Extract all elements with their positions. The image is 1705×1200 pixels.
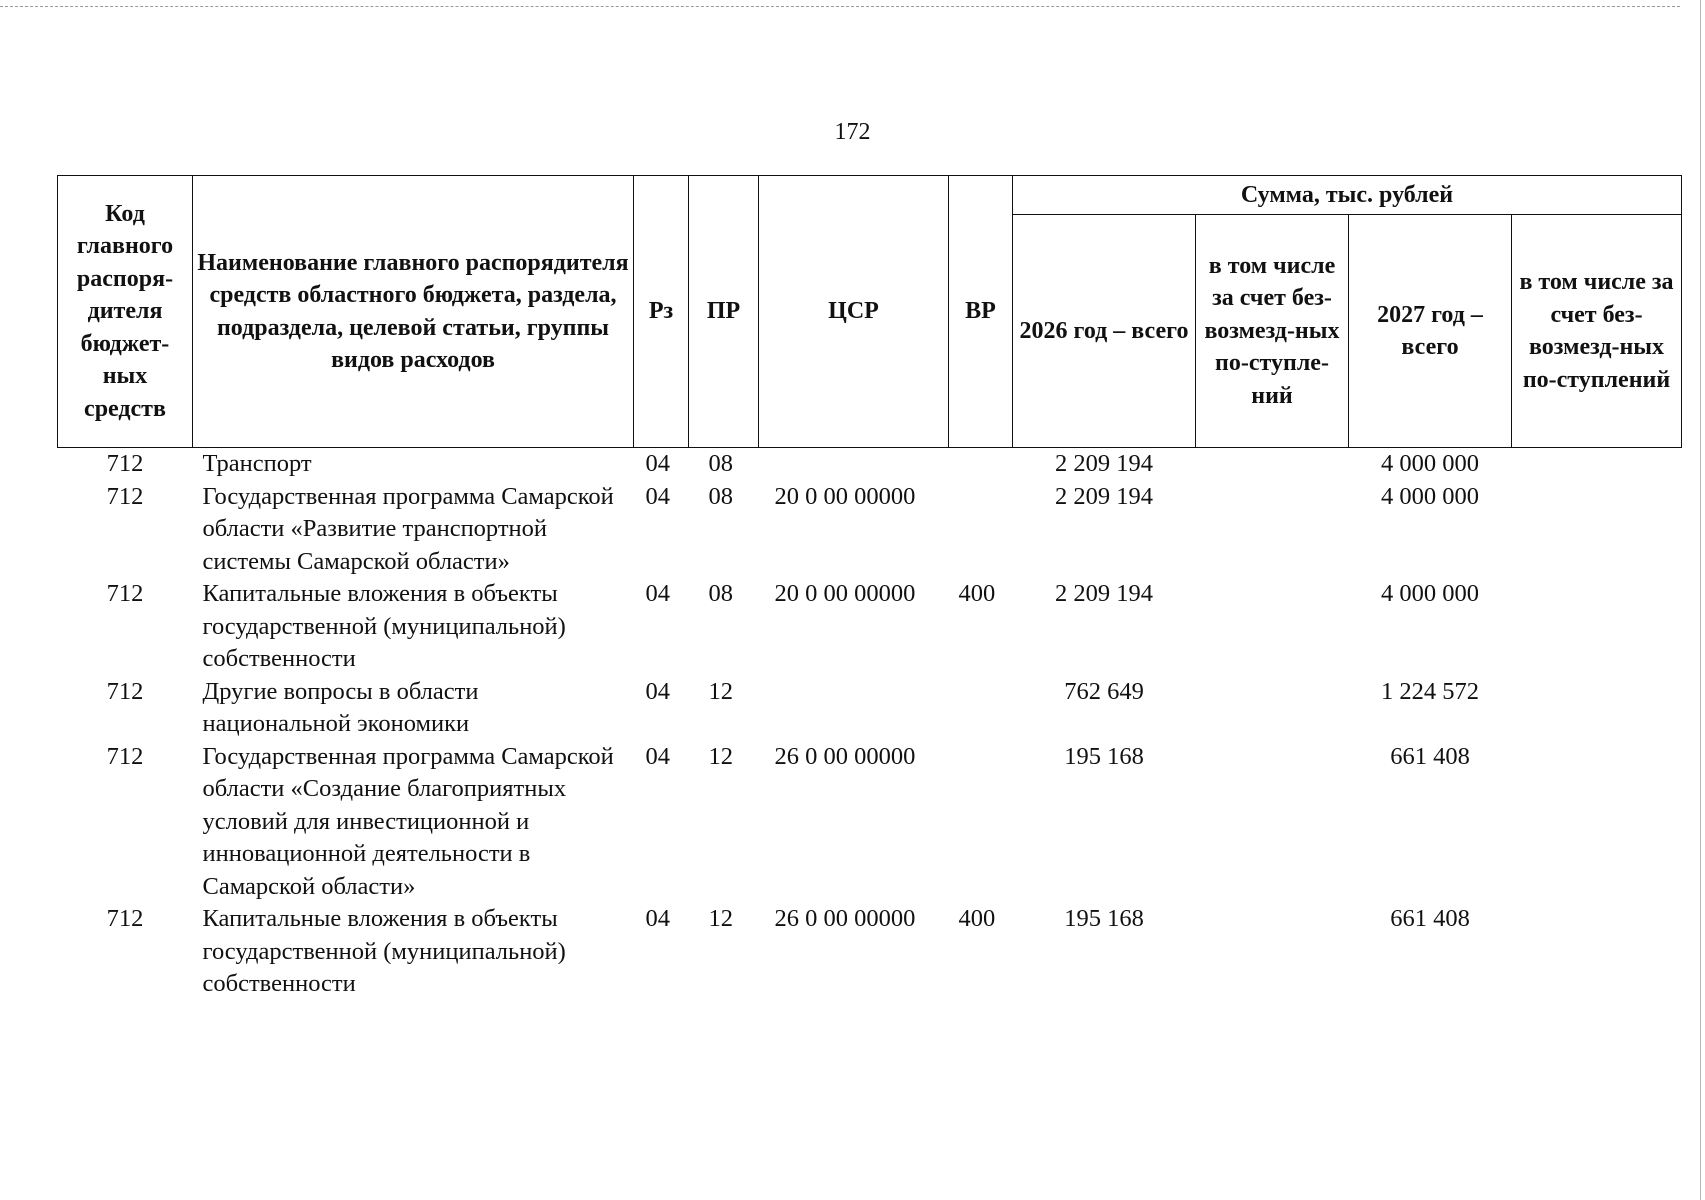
scan-edge-top — [0, 6, 1680, 7]
cell-csr: 26 0 00 00000 — [774, 742, 916, 770]
cell-csr: 20 0 00 00000 — [774, 580, 916, 607]
header-name: Наименование главного распорядителя средств областного бюджета, раздела, подраздела, целевой статьи, группы видов расходов — [193, 176, 634, 448]
header-csr: ЦСР — [759, 176, 949, 448]
cell-rz: 04 — [645, 450, 670, 477]
cell-2027-grants — [1512, 578, 1682, 676]
cell-2026-total: 2 209 194 — [1055, 482, 1153, 510]
header-2027-grants: в том числе за счет без-возмезд-ных по-ступлений — [1512, 215, 1682, 448]
header-2026-total: 2026 год – всего — [1013, 215, 1196, 448]
cell-2027-total: 1 224 572 — [1381, 677, 1479, 705]
table-row — [58, 448, 1682, 481]
cell-rz: 04 — [645, 677, 670, 705]
cell-2027-grants — [1512, 676, 1682, 741]
cell-2026-grants — [1196, 448, 1349, 481]
cell-name: Государственная программа Самарской области «Развитие транспортной системы Самарской области» — [202, 482, 614, 575]
cell-vr — [949, 741, 1013, 904]
cell-pr: 08 — [708, 482, 733, 510]
cell-pr: 08 — [708, 450, 733, 477]
table-header — [58, 176, 1682, 448]
cell-csr — [759, 448, 949, 481]
cell-pr: 08 — [708, 580, 733, 607]
cell-csr: 20 0 00 00000 — [774, 482, 916, 510]
cell-2027-total: 4 000 000 — [1381, 450, 1479, 477]
table-body — [58, 448, 1682, 1001]
cell-2027-total: 4 000 000 — [1381, 482, 1479, 510]
page-number: 172 — [834, 119, 871, 145]
cell-2027-total: 661 408 — [1390, 742, 1470, 770]
header-2027-total: 2027 год – всего — [1349, 215, 1512, 448]
cell-code: 712 — [106, 580, 144, 607]
cell-vr: 400 — [958, 580, 996, 607]
cell-2027-total: 661 408 — [1390, 905, 1470, 932]
cell-vr — [949, 481, 1013, 579]
cell-2027-grants — [1512, 903, 1682, 1001]
cell-2026-total: 2 209 194 — [1055, 580, 1153, 607]
cell-2027-grants — [1512, 741, 1682, 904]
cell-2026-grants — [1196, 903, 1349, 1001]
cell-2027-grants — [1512, 481, 1682, 579]
table-row — [58, 741, 1682, 904]
cell-pr: 12 — [708, 677, 733, 705]
header-2026-grants: в том числе за счет без-возмезд-ных по-ступле-ний — [1196, 215, 1349, 448]
cell-pr: 12 — [708, 905, 733, 932]
cell-code: 712 — [106, 450, 144, 477]
table-row — [58, 481, 1682, 579]
table-row — [58, 676, 1682, 741]
header-sum-group: Сумма, тыс. рублей — [1013, 176, 1682, 215]
cell-rz: 04 — [645, 905, 670, 932]
cell-name: Капитальные вложения в объекты государственной (муниципальной) собственности — [202, 580, 566, 672]
header-vr: ВР — [949, 176, 1013, 448]
cell-code: 712 — [106, 677, 144, 705]
cell-2026-grants — [1196, 676, 1349, 741]
header-pr: ПР — [689, 176, 759, 448]
cell-pr: 12 — [708, 742, 733, 770]
cell-name: Капитальные вложения в объекты государственной (муниципальной) собственности — [202, 905, 566, 997]
cell-2026-grants — [1196, 481, 1349, 579]
cell-vr — [949, 448, 1013, 481]
scan-edge-right — [1700, 0, 1701, 1200]
cell-name: Транспорт — [202, 450, 312, 477]
cell-name: Другие вопросы в области национальной экономики — [202, 677, 479, 737]
cell-2026-grants — [1196, 741, 1349, 904]
cell-rz: 04 — [645, 580, 670, 607]
cell-2026-total: 762 649 — [1064, 677, 1144, 705]
cell-2026-total: 2 209 194 — [1055, 450, 1153, 477]
cell-code: 712 — [106, 482, 144, 510]
cell-rz: 04 — [645, 482, 670, 510]
header-code: Код главного распоря-дителя бюджет-ных средств — [58, 176, 193, 448]
cell-code: 712 — [106, 905, 144, 932]
header-rz: Рз — [634, 176, 689, 448]
cell-2026-grants — [1196, 578, 1349, 676]
cell-2026-total: 195 168 — [1064, 742, 1144, 770]
cell-name: Государственная программа Самарской области «Создание благоприятных условий для инвестиционной и инновационной деятельности в Самарской области» — [202, 742, 614, 900]
cell-rz: 04 — [645, 742, 670, 770]
cell-csr: 26 0 00 00000 — [774, 905, 916, 932]
table-row — [58, 903, 1682, 1001]
budget-table — [57, 175, 1682, 1001]
cell-vr — [949, 676, 1013, 741]
cell-vr: 400 — [958, 905, 996, 932]
cell-code: 712 — [106, 742, 144, 770]
cell-2026-total: 195 168 — [1064, 905, 1144, 932]
table-row — [58, 578, 1682, 676]
cell-2027-grants — [1512, 448, 1682, 481]
cell-2027-total: 4 000 000 — [1381, 580, 1479, 607]
cell-csr — [759, 676, 949, 741]
